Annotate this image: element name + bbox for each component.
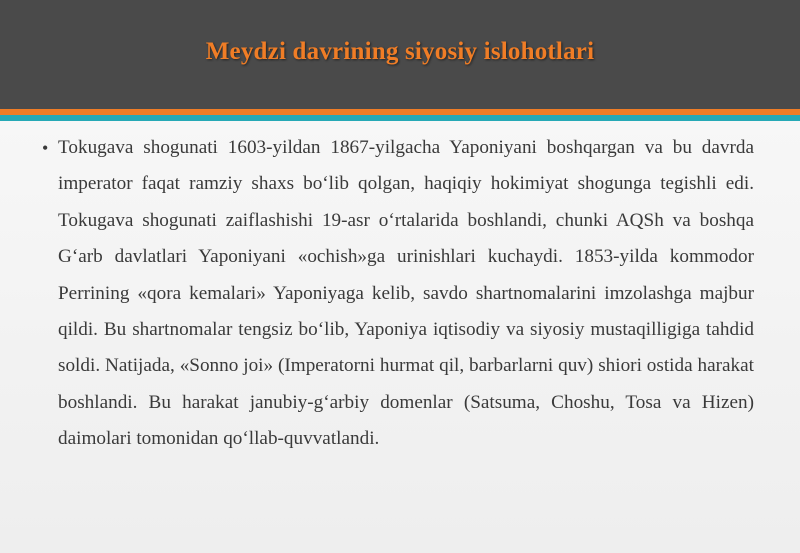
slide-title: Meydzi davrining siyosiy islohotlari (205, 37, 595, 65)
content-area (0, 121, 800, 553)
bullet-icon: • (42, 138, 49, 158)
bullet-paragraph: Tokugava shogunati 1603-yildan 1867-yilgacha Yaponiyani boshqargan va bu davrda imperator faqat ramziy shaxs bo‘lib qolgan, haqiqiy hokimiyat shogunga tegishli edi. Tokugava shogunati zaiflashishi 19-asr o‘rtalarida boshlandi, chunki AQSh va boshqa G‘arb davlatlari Yaponiyani «ochish»ga urinishlari kuchaydi. 1853-yilda kommodor Perrining «qora kemalari» Yaponiyaga kelib, savdo shartnomalarini imzolashga majbur qildi. Bu shartnomalar tengsiz bo‘lib, Yaponiya iqtisodiy va siyosiy mustaqilligiga tahdid soldi. Natijada, «Sonno joi» (Imperatorni hurmat qil, barbarlarni quv) shiori ostida harakat boshlandi. Bu harakat janubiy-g‘arbiy domenlar (Satsuma, Choshu, Tosa va Hizen) daimolari tomonidan qo‘llab-quvvatlandi. (58, 137, 754, 450)
title-bar (0, 0, 800, 109)
bullet-item (36, 130, 756, 458)
